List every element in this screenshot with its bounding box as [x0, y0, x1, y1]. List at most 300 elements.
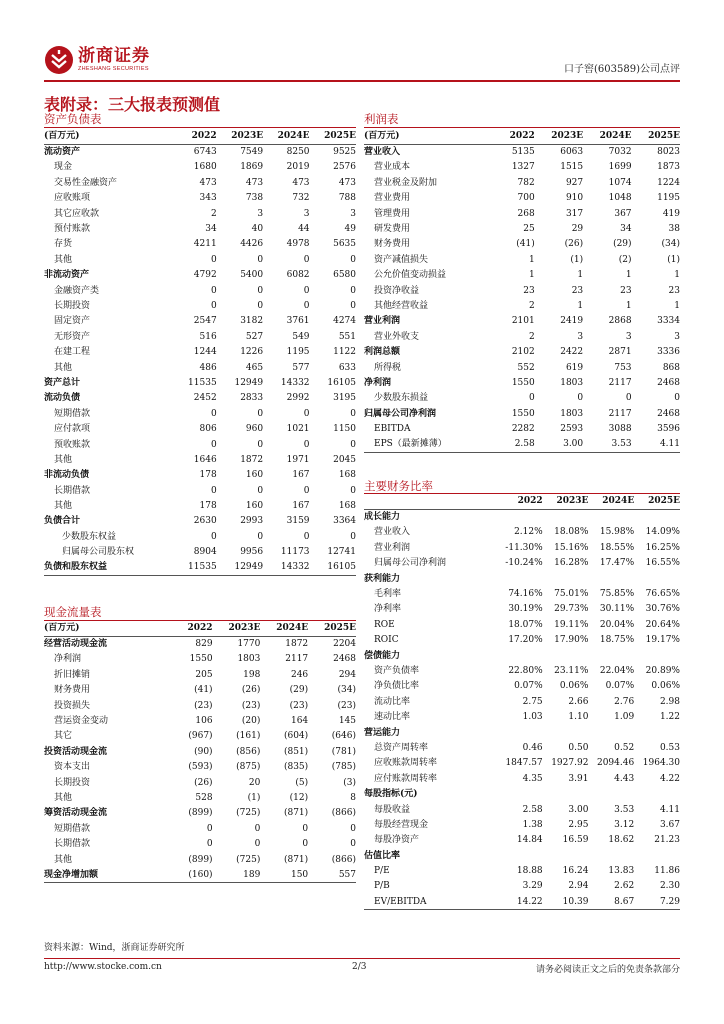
row-label: 非流动负债: [44, 470, 90, 481]
row-value: 0: [625, 393, 632, 404]
row-value: 1803: [560, 408, 584, 419]
row-value: 2.66: [568, 696, 589, 707]
row-value: 34: [205, 224, 217, 235]
table-row: [364, 586, 680, 601]
row-value: 189: [213, 867, 261, 882]
logo-english-name: ZHESHANG SECURITIES: [78, 66, 149, 72]
income-statement-title: 利润表: [364, 112, 399, 126]
row-value: 30.76%: [645, 604, 680, 615]
row-value: 11173: [280, 547, 310, 558]
row-label: ROIC: [374, 635, 399, 646]
row-value: 49: [344, 224, 356, 235]
row-value: [497, 786, 543, 801]
year-header: 2024E: [583, 129, 631, 144]
row-value: 15.98%: [599, 527, 635, 538]
table-row: [44, 314, 356, 329]
row-value: 23: [523, 285, 535, 296]
row-value: 8904: [193, 547, 217, 558]
row-value: 106: [195, 716, 213, 727]
unit-header: (百万元): [364, 129, 497, 144]
table-header-row: [364, 494, 680, 509]
row-value: (725): [236, 854, 261, 865]
row-label: 净利率: [374, 604, 402, 615]
row-label: 折旧摊销: [54, 669, 91, 680]
table-row: [364, 679, 680, 694]
table-row: [44, 329, 356, 344]
row-value: 1550: [189, 654, 213, 665]
row-label: 每股净资产: [374, 835, 420, 846]
row-value: 2.62: [614, 881, 635, 892]
row-label: 营业利润: [374, 542, 411, 553]
table-row: [44, 206, 356, 221]
row-value: [634, 848, 680, 863]
row-value: (1): [570, 254, 584, 265]
year-header: 2023E: [535, 129, 583, 144]
row-value: 3.12: [614, 819, 635, 830]
row-value: (41): [516, 239, 535, 250]
row-value: 2.75: [522, 696, 543, 707]
table-row: [364, 771, 680, 786]
row-value: 3: [303, 208, 310, 219]
row-value: 2102: [511, 347, 535, 358]
row-value: 3: [257, 208, 264, 219]
row-value: (23): [289, 700, 309, 711]
row-value: 0: [529, 393, 535, 404]
row-value: 557: [308, 867, 356, 882]
row-value: 0: [257, 300, 264, 311]
table-row: [44, 790, 356, 805]
row-value: (866): [331, 854, 356, 865]
row-value: 25: [523, 224, 535, 235]
row-value: 7032: [608, 147, 632, 158]
table-row: [44, 529, 356, 544]
row-value: 3.53: [614, 804, 635, 815]
row-label: 管理费用: [374, 208, 411, 219]
unit-header: [364, 494, 497, 509]
row-value: 8: [350, 792, 356, 803]
row-value: 2419: [560, 316, 584, 327]
row-value: 11535: [175, 560, 217, 575]
table-row: [364, 344, 680, 359]
table-header-row: [44, 129, 356, 144]
row-value: 2576: [333, 162, 356, 173]
row-label: 每股收益: [374, 804, 411, 815]
row-value: 1646: [193, 454, 217, 465]
row-value: 23: [620, 285, 632, 296]
row-value: 6743: [193, 147, 217, 158]
row-value: (3): [343, 777, 356, 788]
row-value: 3.29: [522, 881, 543, 892]
table-row: [364, 694, 680, 709]
row-value: 0.07%: [605, 681, 635, 692]
row-value: (1): [247, 792, 261, 803]
row-value: 29.73%: [554, 604, 589, 615]
row-value: 1244: [193, 347, 217, 358]
table-row: [44, 836, 356, 851]
row-label: 营业收入: [374, 527, 411, 538]
row-value: 1770: [237, 639, 261, 650]
unit-header: (百万元): [44, 129, 175, 144]
row-label: 营业利润: [364, 316, 401, 327]
row-value: 3364: [333, 516, 356, 527]
disclaimer-note: 请务必阅读正文之后的免责条款部分: [535, 965, 680, 975]
row-value: (20): [241, 716, 261, 727]
row-value: [588, 848, 634, 863]
table-row: [364, 556, 680, 571]
row-value: (23): [194, 700, 213, 711]
row-label: 毛利率: [374, 589, 402, 600]
row-value: 0: [350, 485, 356, 496]
income-statement-table: [364, 129, 680, 453]
table-row: [44, 468, 356, 483]
row-label: 公允价值变动损益: [374, 270, 447, 281]
row-value: 2630: [193, 516, 217, 527]
table-row: [44, 636, 356, 651]
row-value: [497, 848, 543, 863]
row-value: 20.89%: [645, 665, 680, 676]
row-value: (593): [188, 762, 213, 773]
table-row: [44, 360, 356, 375]
row-value: 14.84: [516, 835, 543, 846]
row-value: 11535: [188, 377, 217, 388]
row-value: 2452: [193, 393, 217, 404]
page-number: 2/3: [352, 962, 367, 972]
row-value: [588, 648, 634, 663]
row-value: 18.07%: [508, 619, 543, 630]
table-row: [44, 175, 356, 190]
row-value: 0: [210, 439, 217, 450]
row-value: 1.10: [568, 712, 589, 723]
zheshang-logo-icon: [44, 45, 74, 75]
row-value: -11.30%: [505, 542, 543, 553]
row-value: 343: [199, 193, 217, 204]
row-value: (161): [236, 731, 261, 742]
row-value: 516: [199, 331, 217, 342]
row-value: 21.23: [654, 835, 680, 846]
row-value: 3: [350, 208, 356, 219]
table-row: [44, 452, 356, 467]
row-value: 806: [199, 424, 217, 435]
row-value: 4426: [240, 239, 264, 250]
row-value: 16.25%: [645, 542, 680, 553]
table-row: [364, 817, 680, 832]
row-value: 17.20%: [508, 635, 543, 646]
row-value: 2101: [511, 316, 535, 327]
row-value: 1122: [333, 347, 356, 358]
table-row: [44, 344, 356, 359]
table-header-row: [44, 621, 356, 636]
row-value: 168: [338, 470, 356, 481]
row-value: 5400: [240, 270, 264, 281]
table-row: [364, 283, 680, 298]
row-value: 829: [195, 639, 213, 650]
row-value: 3761: [286, 316, 310, 327]
table-row: [364, 221, 680, 236]
balance-sheet-title-line: [44, 127, 356, 128]
row-value: [543, 648, 589, 663]
row-value: 419: [662, 208, 680, 219]
row-value: 18.88: [516, 866, 543, 877]
report-label: 口子窖(603589)公司点评: [564, 64, 680, 75]
row-value: 74.16%: [508, 589, 543, 600]
table-row: [364, 509, 680, 524]
row-label: 资产减值损失: [374, 254, 429, 265]
table-row: [364, 525, 680, 540]
row-value: 4.22: [659, 773, 680, 784]
year-header: 2022: [497, 129, 535, 144]
row-value: 0: [303, 285, 310, 296]
year-header: 2024E: [263, 129, 309, 144]
row-value: 22.80%: [508, 665, 543, 676]
row-label: 投资净收益: [374, 285, 420, 296]
page-title: 表附录：三大报表预测值: [44, 95, 221, 114]
row-value: 0: [577, 393, 584, 404]
row-value: [497, 571, 543, 586]
table-row: [364, 175, 680, 190]
row-value: 18.75%: [599, 635, 635, 646]
row-value: 2204: [333, 639, 356, 650]
row-value: 8.67: [588, 894, 634, 909]
table-row: [44, 406, 356, 421]
row-value: 4211: [193, 239, 217, 250]
row-value: 552: [517, 362, 535, 373]
row-value: 0.07%: [514, 681, 543, 692]
row-value: 1869: [240, 162, 264, 173]
row-value: 4.11: [632, 437, 680, 452]
row-value: 3182: [240, 316, 264, 327]
row-value: (26): [241, 685, 261, 696]
row-value: 2.76: [614, 696, 635, 707]
row-value: (856): [236, 746, 261, 757]
row-value: [634, 648, 680, 663]
row-label: 其他经营收益: [374, 300, 429, 311]
row-value: 1872: [285, 639, 309, 650]
row-value: 18.62: [608, 835, 635, 846]
row-value: 30.11%: [599, 604, 635, 615]
row-value: 0: [350, 285, 356, 296]
row-value: 160: [245, 470, 264, 481]
row-label: 利润总额: [364, 347, 401, 358]
company-logo: [44, 44, 150, 76]
data-source-note: 资料来源：Wind，浙商证券研究所: [44, 943, 185, 953]
table-row: [44, 483, 356, 498]
row-value: 9956: [240, 547, 264, 558]
row-value: (1): [667, 254, 680, 265]
table-row: [364, 206, 680, 221]
footer-website-link[interactable]: http://www.stocke.com.cn: [44, 962, 162, 972]
row-label: 少数股东权益: [62, 531, 117, 542]
table-row: [364, 252, 680, 267]
row-label: 预付账款: [54, 224, 91, 235]
row-value: 0: [303, 531, 310, 542]
row-label: 流动负债: [44, 393, 81, 404]
row-value: 4978: [286, 239, 310, 250]
row-label: 在建工程: [54, 347, 91, 358]
table-row: [364, 740, 680, 755]
row-value: (41): [194, 685, 213, 696]
row-value: 3.53: [583, 437, 631, 452]
row-value: 2094.46: [596, 758, 635, 769]
row-value: 788: [338, 193, 356, 204]
row-label: 营业收入: [364, 147, 401, 158]
row-value: (34): [661, 239, 680, 250]
row-value: (785): [331, 762, 356, 773]
row-value: 2117: [285, 654, 309, 665]
row-value: 4.35: [522, 773, 543, 784]
row-label: 长期借款: [54, 839, 91, 850]
row-label: 营业成本: [374, 162, 411, 173]
row-value: 2.58: [497, 437, 535, 452]
row-label: 每股指标(元): [364, 789, 418, 800]
row-value: 8023: [657, 147, 680, 158]
row-value: 732: [292, 193, 310, 204]
row-label: 每股经营现金: [374, 819, 429, 830]
row-value: 2: [529, 300, 535, 311]
row-value: 2117: [608, 377, 632, 388]
table-row: [44, 729, 356, 744]
row-value: 3.00: [568, 804, 589, 815]
row-label: 短期借款: [54, 823, 91, 834]
row-value: 0: [303, 300, 310, 311]
year-header: 2025E: [310, 129, 356, 144]
table-row: [364, 391, 680, 406]
row-value: 0.06%: [651, 681, 680, 692]
row-value: 22.04%: [599, 665, 635, 676]
row-value: 3334: [657, 316, 680, 327]
row-value: 367: [614, 208, 632, 219]
page-header: [44, 44, 680, 80]
row-value: 10.39: [543, 894, 589, 909]
row-value: (899): [188, 808, 213, 819]
row-value: 20.64%: [645, 619, 680, 630]
table-row: [364, 663, 680, 678]
table-row: [44, 760, 356, 775]
row-label: 营业外收支: [374, 331, 420, 342]
table-row: [44, 144, 356, 159]
row-label: P/E: [374, 866, 390, 877]
row-label: 交易性金融资产: [54, 177, 118, 188]
row-label: 其他: [54, 254, 73, 265]
row-value: 5135: [511, 147, 535, 158]
year-header: 2022: [497, 494, 543, 509]
row-label: 净负债比率: [374, 681, 420, 692]
row-value: 528: [195, 792, 213, 803]
row-value: 9525: [333, 147, 356, 158]
row-value: (160): [175, 867, 213, 882]
row-value: 14332: [263, 560, 309, 575]
table-row: [364, 617, 680, 632]
row-label: 其他: [54, 501, 73, 512]
row-label: 应付款项: [54, 424, 91, 435]
year-header: 2022: [175, 621, 213, 636]
row-value: 16.28%: [554, 558, 589, 569]
row-value: 753: [614, 362, 632, 373]
row-label: 其它: [54, 731, 73, 742]
table-row: [364, 894, 680, 909]
row-value: 2468: [657, 377, 680, 388]
row-value: 3159: [286, 516, 310, 527]
row-value: 0: [350, 531, 356, 542]
table-row: [44, 683, 356, 698]
row-value: 1: [625, 270, 632, 281]
row-value: [588, 571, 634, 586]
row-value: 3195: [333, 393, 356, 404]
row-value: 2992: [286, 393, 310, 404]
table-row: [44, 560, 356, 575]
row-value: 13.83: [608, 866, 635, 877]
row-value: 6082: [286, 270, 310, 281]
row-label: 金融资产类: [54, 285, 100, 296]
row-value: 486: [199, 362, 217, 373]
row-value: 0: [210, 300, 217, 311]
row-label: 其它应收款: [54, 208, 100, 219]
year-header: 2024E: [260, 621, 308, 636]
table-row: [44, 237, 356, 252]
row-value: 527: [245, 331, 264, 342]
row-value: 1873: [657, 162, 680, 173]
table-row: [44, 437, 356, 452]
table-row: [364, 602, 680, 617]
row-value: 1: [577, 270, 584, 281]
row-value: 0: [302, 839, 309, 850]
row-value: 0.53: [659, 742, 680, 753]
row-value: 205: [195, 669, 213, 680]
table-row: [364, 406, 680, 421]
row-value: 2.94: [568, 881, 589, 892]
row-value: 0: [674, 393, 680, 404]
row-value: [497, 509, 543, 524]
row-value: 7.29: [634, 894, 680, 909]
row-value: 0: [257, 408, 264, 419]
row-value: [634, 725, 680, 740]
row-value: [543, 725, 589, 740]
row-value: 927: [565, 177, 584, 188]
row-label: 现金: [54, 162, 73, 173]
row-value: 473: [292, 177, 310, 188]
row-value: 2547: [193, 316, 217, 327]
row-value: 2: [529, 331, 535, 342]
table-row: [44, 298, 356, 313]
row-label: 财务费用: [54, 685, 91, 696]
row-value: 145: [338, 716, 356, 727]
table-row: [364, 709, 680, 724]
row-value: 2.12%: [514, 527, 543, 538]
table-row: [44, 652, 356, 667]
row-label: 估值比率: [364, 850, 401, 861]
row-value: 473: [245, 177, 264, 188]
row-value: 178: [199, 501, 217, 512]
row-value: 0: [350, 439, 356, 450]
row-value: [634, 509, 680, 524]
row-value: 4.43: [614, 773, 635, 784]
row-value: 1327: [511, 162, 535, 173]
table-row: [364, 437, 680, 452]
row-value: -10.24%: [505, 558, 543, 569]
row-value: 1.22: [659, 712, 680, 723]
row-value: 0: [303, 439, 310, 450]
row-value: (2): [618, 254, 632, 265]
row-value: 12741: [327, 547, 356, 558]
row-label: 现金净增加额: [44, 867, 175, 882]
row-value: 3.67: [659, 819, 680, 830]
row-value: 0: [210, 254, 217, 265]
row-value: 1.03: [522, 712, 543, 723]
row-value: 38: [668, 224, 680, 235]
row-value: 3: [625, 331, 632, 342]
row-value: 4274: [333, 316, 356, 327]
row-value: 1550: [511, 377, 535, 388]
row-value: 40: [251, 224, 264, 235]
